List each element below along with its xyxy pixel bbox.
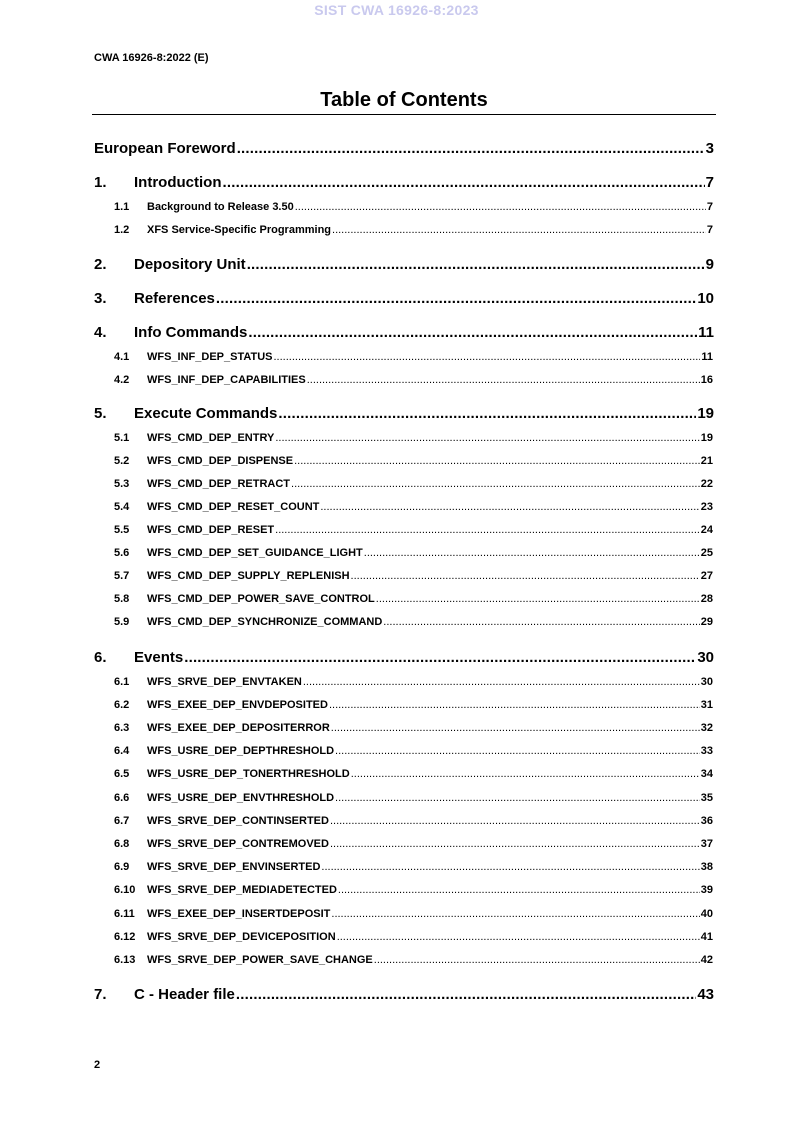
toc-entry-number: 6.2 (114, 699, 130, 711)
toc-entry-6-11[interactable] (114, 908, 713, 920)
dot-leader (278, 405, 696, 422)
dot-leader (184, 649, 696, 666)
toc-entry-6-9[interactable] (114, 861, 713, 873)
toc-entry-6-13[interactable] (114, 954, 713, 966)
toc-entry-number: 5.4 (114, 501, 130, 513)
toc-entry-number: 3. (94, 290, 107, 307)
toc-entry-5-7[interactable] (114, 570, 713, 582)
toc-entry-1-2[interactable] (114, 224, 713, 236)
dot-leader (351, 570, 700, 582)
toc-entry-number: 1.2 (114, 224, 130, 236)
toc-entry-5[interactable] (94, 405, 714, 422)
toc-entry-page: 28 (700, 593, 713, 605)
toc-entry-label: WFS_USRE_DEP_ENVTHRESHOLD (147, 792, 335, 804)
toc-entry-page: 39 (700, 884, 713, 896)
toc-entry-label: WFS_SRVE_DEP_CONTREMOVED (147, 838, 329, 850)
toc-entry-1-1[interactable] (114, 201, 713, 213)
toc-entry-5-2[interactable] (114, 455, 713, 467)
toc-entry-number: 5.8 (114, 593, 130, 605)
toc-entry-page: 11 (698, 324, 714, 341)
dot-leader (337, 931, 700, 943)
dot-leader (222, 174, 704, 191)
dot-leader (303, 676, 700, 688)
toc-entry-number: 6.11 (114, 908, 135, 920)
dot-leader (331, 908, 699, 920)
toc-entry-number: 2. (94, 256, 107, 273)
toc-entry-7[interactable] (94, 986, 714, 1003)
toc-entry-6-12[interactable] (114, 931, 713, 943)
toc-entry-page: 30 (697, 649, 714, 666)
toc-entry-page: 31 (700, 699, 713, 711)
toc-entry-page: 30 (700, 676, 713, 688)
toc-entry-page: 42 (700, 954, 713, 966)
toc-entry-number: 4.2 (114, 374, 130, 386)
toc-entry-page: 19 (700, 432, 713, 444)
toc-entry-label: WFS_EXEE_DEP_DEPOSITERROR (147, 722, 330, 734)
toc-entry-page: 25 (700, 547, 713, 559)
toc-entry-label: WFS_SRVE_DEP_POWER_SAVE_CHANGE (147, 954, 373, 966)
toc-entry-4-2[interactable] (114, 374, 713, 386)
toc-entry-5-3[interactable] (114, 478, 713, 490)
toc-entry-3[interactable] (94, 290, 714, 307)
dot-leader (364, 547, 700, 559)
dot-leader (320, 501, 699, 513)
toc-entry-number: 6.1 (114, 676, 130, 688)
toc-entry-label: WFS_SRVE_DEP_DEVICEPOSITION (147, 931, 336, 943)
toc-entry-number: 1. (94, 174, 107, 191)
toc-entry-label: WFS_SRVE_DEP_ENVINSERTED (147, 861, 321, 873)
dot-leader (275, 524, 700, 536)
toc-entry-4-1[interactable] (114, 351, 713, 363)
dot-leader (351, 768, 700, 780)
toc-entry-5-8[interactable] (114, 593, 713, 605)
toc-entry-page: 9 (705, 256, 714, 273)
dot-leader (332, 224, 706, 236)
toc-entry-number: 6.5 (114, 768, 130, 780)
toc-entry-number: 6.6 (114, 792, 130, 804)
toc-entry-page: 41 (700, 931, 713, 943)
page-title: Table of Contents (320, 89, 488, 111)
toc-entry-label: WFS_CMD_DEP_DISPENSE (147, 455, 294, 467)
toc-entry-foreword[interactable] (94, 140, 714, 157)
toc-entry-page: 29 (700, 616, 713, 628)
dot-leader (248, 324, 697, 341)
toc-entry-page: 36 (700, 815, 713, 827)
toc-entry-label: Introduction (134, 174, 222, 191)
toc-entry-label: WFS_CMD_DEP_RESET_COUNT (147, 501, 320, 513)
toc-entry-page: 38 (700, 861, 713, 873)
toc-entry-page: 35 (700, 792, 713, 804)
toc-entry-label: Background to Release 3.50 (147, 201, 294, 213)
toc-entry-6-1[interactable] (114, 676, 713, 688)
page-number: 2 (94, 1059, 101, 1071)
dot-leader (374, 954, 700, 966)
toc-entry-page: 7 (706, 224, 713, 236)
toc-entry-label: Execute Commands (134, 405, 278, 422)
toc-entry-page: 10 (697, 290, 714, 307)
toc-entry-number: 6.7 (114, 815, 130, 827)
toc-entry-label: WFS_CMD_DEP_SET_GUIDANCE_LIGHT (147, 547, 363, 559)
toc-entry-label: WFS_USRE_DEP_TONERTHRESHOLD (147, 768, 350, 780)
toc-entry-2[interactable] (94, 256, 714, 273)
toc-entry-page: 40 (700, 908, 713, 920)
toc-entry-label: XFS Service-Specific Programming (147, 224, 332, 236)
toc-entry-page: 19 (697, 405, 714, 422)
toc-entry-number: 5.5 (114, 524, 130, 536)
toc-entry-number: 5.6 (114, 547, 130, 559)
toc-entry-number: 4. (94, 324, 107, 341)
toc-entry-page: 3 (705, 140, 714, 157)
dot-leader (338, 884, 700, 896)
toc-entry-number: 5. (94, 405, 107, 422)
toc-entry-page: 11 (701, 351, 713, 363)
dot-leader (376, 593, 700, 605)
toc-entry-number: 5.1 (114, 432, 130, 444)
toc-entry-label: WFS_CMD_DEP_SUPPLY_REPLENISH (147, 570, 350, 582)
toc-entry-label: C - Header file (134, 986, 235, 1003)
toc-entry-6-7[interactable] (114, 815, 713, 827)
dot-leader (330, 815, 700, 827)
toc-entry-label: WFS_CMD_DEP_SYNCHRONIZE_COMMAND (147, 616, 383, 628)
dot-leader (295, 201, 706, 213)
toc-entry-page: 16 (700, 374, 713, 386)
toc-entry-page: 7 (706, 201, 713, 213)
toc-entry-number: 5.7 (114, 570, 130, 582)
dot-leader (335, 745, 700, 757)
toc-entry-page: 32 (700, 722, 713, 734)
toc-entry-label: WFS_INF_DEP_STATUS (147, 351, 273, 363)
toc-entry-page: 43 (697, 986, 714, 1003)
dot-leader (329, 699, 700, 711)
toc-entry-page: 21 (700, 455, 713, 467)
toc-entry-number: 7. (94, 986, 107, 1003)
toc-entry-6-8[interactable] (114, 838, 713, 850)
toc-entry-number: 5.2 (114, 455, 130, 467)
toc-entry-number: 1.1 (114, 201, 130, 213)
toc-entry-6-10[interactable] (114, 884, 713, 896)
dot-leader (274, 351, 701, 363)
toc-entry-label: WFS_CMD_DEP_RETRACT (147, 478, 291, 490)
dot-leader (335, 792, 700, 804)
toc-entry-number: 5.3 (114, 478, 130, 490)
toc-entry-page: 23 (700, 501, 713, 513)
toc-entry-5-5[interactable] (114, 524, 713, 536)
toc-entry-label: WFS_EXEE_DEP_ENVDEPOSITED (147, 699, 328, 711)
toc-entry-number: 6.10 (114, 884, 136, 896)
watermark-text: SIST CWA 16926-8:2023 (314, 2, 479, 18)
toc-entry-6-2[interactable] (114, 699, 713, 711)
toc-entry-6[interactable] (94, 649, 714, 666)
dot-leader (236, 986, 696, 1003)
toc-entry-label: WFS_SRVE_DEP_MEDIADETECTED (147, 884, 337, 896)
toc-entry-label: Depository Unit (134, 256, 246, 273)
toc-entry-page: 7 (705, 174, 714, 191)
toc-entry-number: 6.3 (114, 722, 130, 734)
toc-entry-page: 34 (700, 768, 713, 780)
toc-entry-label: WFS_CMD_DEP_POWER_SAVE_CONTROL (147, 593, 375, 605)
dot-leader (321, 861, 699, 873)
dot-leader (307, 374, 700, 386)
toc-entry-label: WFS_SRVE_DEP_CONTINSERTED (147, 815, 329, 827)
toc-entry-label: Events (134, 649, 184, 666)
toc-entry-page: 37 (700, 838, 713, 850)
dot-leader (237, 140, 705, 157)
dot-leader (216, 290, 696, 307)
toc-entry-label: References (134, 290, 215, 307)
toc-entry-1[interactable] (94, 174, 714, 191)
toc-entry-page: 27 (700, 570, 713, 582)
toc-entry-page: 33 (700, 745, 713, 757)
toc-entry-number: 6.13 (114, 954, 136, 966)
toc-entry-label: WFS_EXEE_DEP_INSERTDEPOSIT (147, 908, 331, 920)
toc-entry-number: 4.1 (114, 351, 130, 363)
dot-leader (294, 455, 700, 467)
dot-leader (383, 616, 699, 628)
toc-entry-label: Info Commands (134, 324, 248, 341)
toc-entry-number: 6.9 (114, 861, 130, 873)
toc-entry-label: European Foreword (94, 140, 236, 157)
toc-entry-4[interactable] (94, 324, 714, 341)
toc-entry-label: WFS_USRE_DEP_DEPTHRESHOLD (147, 745, 335, 757)
toc-entry-5-1[interactable] (114, 432, 713, 444)
toc-entry-number: 6.8 (114, 838, 130, 850)
dot-leader (247, 256, 705, 273)
dot-leader (331, 722, 700, 734)
toc-entry-6-3[interactable] (114, 722, 713, 734)
toc-entry-number: 5.9 (114, 616, 130, 628)
toc-entry-5-9[interactable] (114, 616, 713, 628)
toc-entry-page: 22 (700, 478, 713, 490)
document-code: CWA 16926-8:2022 (E) (94, 52, 209, 64)
toc-entry-5-6[interactable] (114, 547, 713, 559)
toc-entry-label: WFS_CMD_DEP_ENTRY (147, 432, 275, 444)
dot-leader (330, 838, 700, 850)
toc-entry-5-4[interactable] (114, 501, 713, 513)
toc-entry-number: 6.4 (114, 745, 130, 757)
toc-entry-6-4[interactable] (114, 745, 713, 757)
toc-entry-number: 6. (94, 649, 107, 666)
dot-leader (275, 432, 699, 444)
toc-entry-page: 24 (700, 524, 713, 536)
toc-entry-label: WFS_SRVE_DEP_ENVTAKEN (147, 676, 302, 688)
toc-entry-label: WFS_CMD_DEP_RESET (147, 524, 275, 536)
toc-entry-6-5[interactable] (114, 768, 713, 780)
dot-leader (291, 478, 700, 490)
toc-entry-label: WFS_INF_DEP_CAPABILITIES (147, 374, 306, 386)
toc-entry-number: 6.12 (114, 931, 136, 943)
toc-entry-6-6[interactable] (114, 792, 713, 804)
